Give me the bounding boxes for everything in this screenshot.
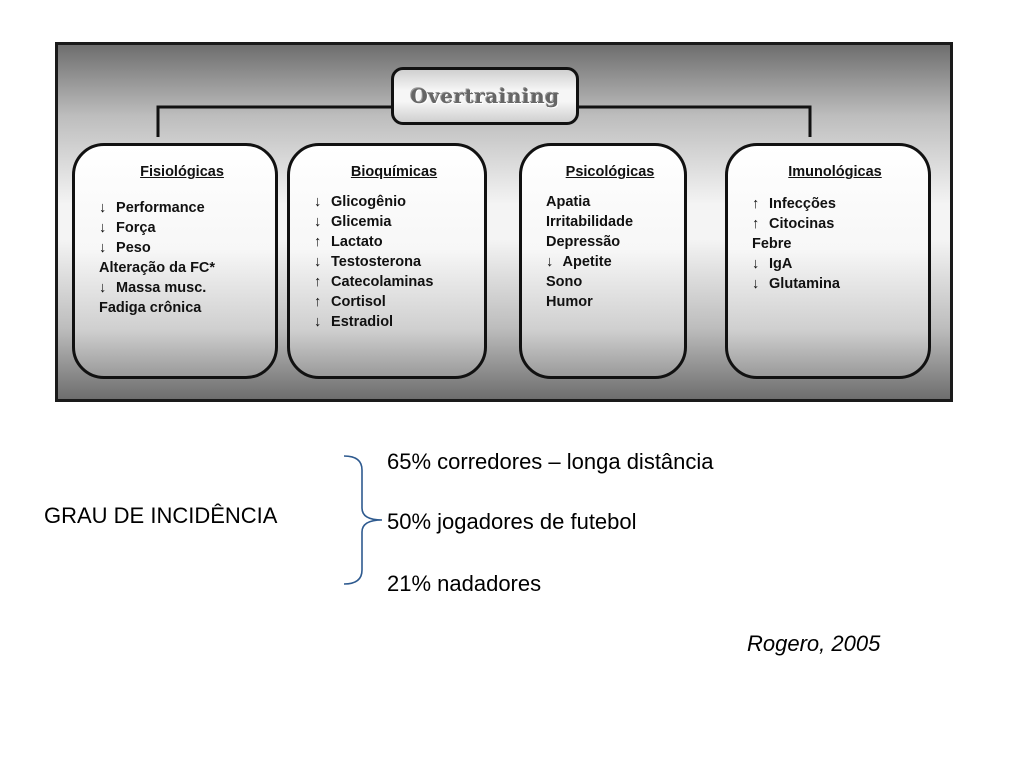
- category-title: Fisiológicas: [140, 164, 224, 180]
- list-item: ↓ Massa musc.: [99, 280, 207, 296]
- arrow-up-icon: ↑: [752, 216, 760, 232]
- list-item: ↓ Glicogênio: [314, 194, 406, 210]
- arrow-up-icon: ↑: [752, 196, 760, 212]
- category-psicologicas: [519, 143, 687, 379]
- category-title: Imunológicas: [788, 164, 882, 180]
- category-item-list: [99, 198, 265, 318]
- list-item: ↓ Estradiol: [314, 314, 394, 330]
- arrow-down-icon: ↓: [314, 214, 322, 230]
- arrow-down-icon: ↓: [99, 280, 107, 296]
- overtraining-diagram: [55, 42, 953, 402]
- list-item: ↓ Performance: [99, 200, 205, 216]
- list-item: ↓ Glicemia: [314, 214, 392, 230]
- list-item: Irritabilidade: [546, 214, 634, 230]
- brace-icon: [340, 450, 390, 590]
- arrow-down-icon: ↓: [314, 194, 322, 210]
- category-item-list: [752, 194, 918, 294]
- list-item: Alteração da FC*: [99, 260, 216, 276]
- list-item: ↓ Testosterona: [314, 254, 422, 270]
- list-item: Fadiga crônica: [99, 300, 202, 316]
- arrow-up-icon: ↑: [314, 234, 322, 250]
- list-item: ↑ Cortisol: [314, 294, 386, 310]
- category-item-list: [546, 192, 674, 312]
- arrow-down-icon: ↓: [314, 254, 322, 270]
- root-node: [391, 67, 579, 125]
- category-imunologicas: [725, 143, 931, 379]
- incidence-label: GRAU DE INCIDÊNCIA: [44, 503, 278, 528]
- list-item: ↓ Apetite: [546, 254, 612, 270]
- citation: Rogero, 2005: [747, 631, 881, 656]
- arrow-down-icon: ↓: [99, 240, 107, 256]
- arrow-down-icon: ↓: [752, 256, 760, 272]
- category-fisiologicas: [72, 143, 278, 379]
- category-item-list: [314, 192, 474, 332]
- list-item: ↑ Lactato: [314, 234, 383, 250]
- incidence-entry: 50% jogadores de futebol: [387, 509, 637, 534]
- list-item: ↓ IgA: [752, 256, 793, 272]
- list-item: ↑ Citocinas: [752, 216, 835, 232]
- arrow-down-icon: ↓: [546, 254, 554, 270]
- root-node-title: Overtraining: [410, 84, 560, 108]
- arrow-down-icon: ↓: [99, 220, 107, 236]
- list-item: ↑ Infecções: [752, 196, 836, 212]
- arrow-down-icon: ↓: [314, 314, 322, 330]
- category-title: Bioquímicas: [350, 164, 438, 180]
- list-item: ↑ Catecolaminas: [314, 274, 434, 290]
- list-item: Sono: [546, 274, 583, 290]
- list-item: Apatia: [546, 194, 591, 210]
- category-title: Psicológicas: [565, 164, 655, 180]
- incidence-entry: 21% nadadores: [387, 571, 542, 596]
- list-item: Febre: [752, 236, 792, 252]
- arrow-down-icon: ↓: [752, 276, 760, 292]
- arrow-down-icon: ↓: [99, 200, 107, 216]
- arrow-up-icon: ↑: [314, 294, 322, 310]
- list-item: ↓ Força: [99, 220, 156, 236]
- list-item: Depressão: [546, 234, 621, 250]
- list-item: Humor: [546, 294, 593, 310]
- arrow-up-icon: ↑: [314, 274, 322, 290]
- list-item: ↓ Glutamina: [752, 276, 840, 292]
- category-bioquimicas: [287, 143, 487, 379]
- incidence-entry: 65% corredores – longa distância: [387, 449, 714, 474]
- list-item: ↓ Peso: [99, 240, 151, 256]
